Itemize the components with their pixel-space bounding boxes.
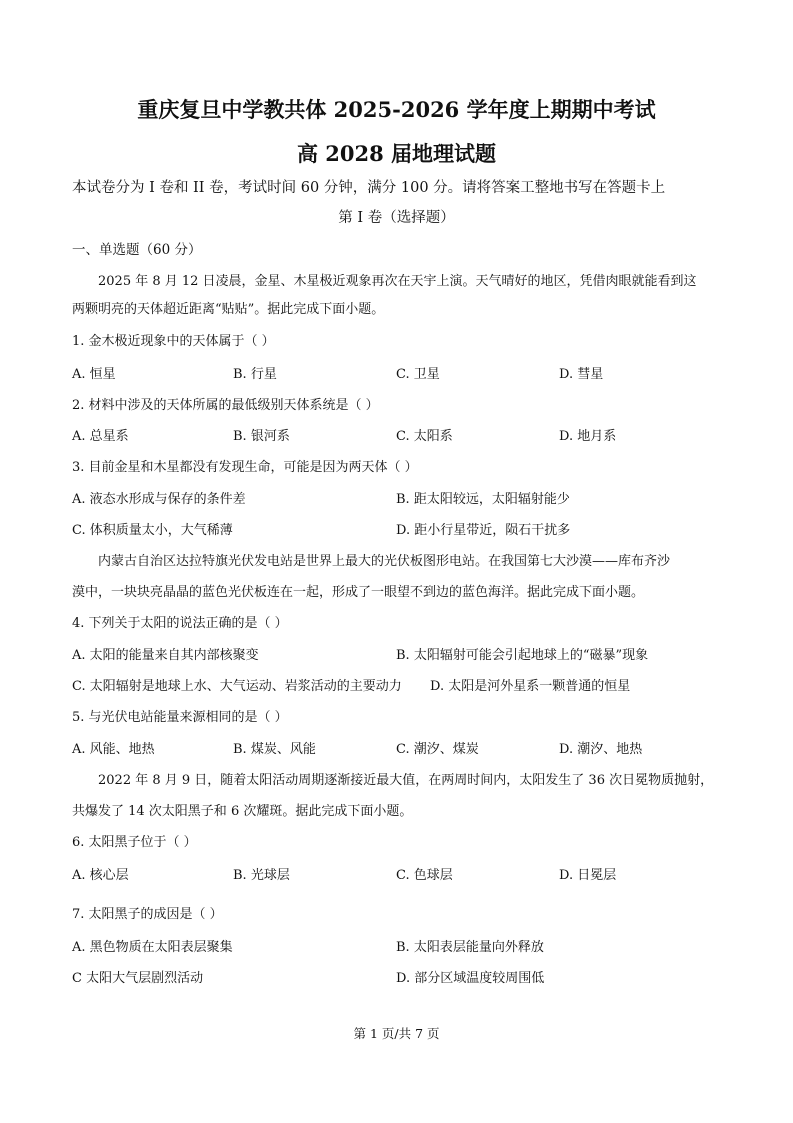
q7-option-b: B. 太阳表层能量向外释放: [396, 940, 544, 955]
question-7-options-row-1: [72, 939, 733, 957]
q1-option-c: C. 卫星: [396, 367, 440, 382]
passage-1-line-1: 2025 年 8 月 12 日凌晨，金星、木星极近观象再次在天宇上演。天气晴好的地区，凭借肉眼就能看到这: [98, 274, 697, 289]
q5-option-b: B. 煤炭、风能: [233, 742, 316, 757]
q3-option-d: D. 距小行星带近，陨石干扰多: [396, 523, 571, 538]
exam-title: 重庆复旦中学教共体 2025-2026 学年度上期期中考试: [137, 97, 656, 122]
passage-3-line-2: 共爆发了 14 次太阳黑子和 6 次耀斑。据此完成下面小题。: [72, 804, 413, 819]
question-4-stem: 4. 下列关于太阳的说法正确的是（ ）: [72, 616, 288, 631]
q2-option-d: D. 地月系: [559, 429, 617, 444]
q1-option-a: A. 恒星: [72, 367, 116, 382]
q6-option-d: D. 日冕层: [559, 868, 617, 883]
question-6-stem: 6. 太阳黑子位于（ ）: [72, 835, 197, 850]
question-2-stem: 2. 材料中涉及的天体所属的最低级别天体系统是（ ）: [72, 398, 379, 413]
q7-option-c: C 太阳大气层剧烈活动: [72, 971, 204, 986]
q4-option-a: A. 太阳的能量来自其内部核聚变: [72, 648, 259, 663]
exam-subtitle: 高 2028 届地理试题: [296, 141, 497, 166]
q5-option-d: D. 潮汐、地热: [559, 742, 643, 757]
q4-option-b: B. 太阳辐射可能会引起地球上的“磁暴”现象: [396, 648, 649, 663]
q3-option-b: B. 距太阳较远，太阳辐射能少: [396, 492, 570, 507]
volume-heading: 第 I 卷（选择题）: [338, 210, 455, 226]
question-3-options-row-1: [72, 491, 733, 509]
question-7-options-row-2: [72, 970, 733, 988]
q5-option-c: C. 潮汐、煤炭: [396, 742, 479, 757]
q1-option-b: B. 行星: [233, 367, 277, 382]
question-1-options: [72, 366, 733, 384]
q5-option-a: A. 风能、地热: [72, 742, 155, 757]
q4-option-c: C. 太阳辐射是地球上水、大气运动、岩浆活动的主要动力: [72, 679, 402, 694]
q6-option-c: C. 色球层: [396, 868, 453, 883]
question-5-stem: 5. 与光伏电站能量来源相同的是（ ）: [72, 710, 288, 725]
question-5-options: [72, 741, 733, 759]
passage-2-line-2: 漠中，一块块亮晶晶的蓝色光伏板连在一起，形成了一眼望不到边的蓝色海洋。据此完成下面小题。: [72, 585, 645, 600]
question-1-stem: 1. 金木极近现象中的天体属于（ ）: [72, 334, 275, 349]
q3-option-a: A. 液态水形成与保存的条件差: [72, 492, 246, 507]
q2-option-b: B. 银河系: [233, 429, 290, 444]
question-2-options: [72, 428, 733, 446]
section-heading: 一、单选题（60 分）: [72, 242, 202, 258]
q2-option-c: C. 太阳系: [396, 429, 453, 444]
question-7-stem: 7. 太阳黑子的成因是（ ）: [72, 907, 223, 922]
q1-option-d: D. 彗星: [559, 367, 604, 382]
question-3-stem: 3. 目前金星和木星都没有发现生命，可能是因为两天体（ ）: [72, 460, 418, 475]
question-4-options-row-1: [72, 647, 733, 665]
exam-instructions: 本试卷分为 I 卷和 II 卷，考试时间 60 分钟，满分 100 分。请将答案工整地书写在答题卡上: [72, 180, 666, 196]
q6-option-a: A. 核心层: [72, 868, 129, 883]
question-4-options-row-2: [72, 678, 733, 696]
passage-1-line-2: 两颗明亮的天体超近距离“贴贴”。据此完成下面小题。: [72, 302, 385, 317]
question-3-options-row-2: [72, 522, 733, 540]
q6-option-b: B. 光球层: [233, 868, 290, 883]
q4-option-d: D. 太阳是河外星系一颗普通的恒星: [430, 679, 631, 694]
q7-option-d: D. 部分区域温度较周围低: [396, 971, 545, 986]
q3-option-c: C. 体积质量太小，大气稀薄: [72, 523, 233, 538]
passage-2-line-1: 内蒙古自治区达拉特旗光伏发电站是世界上最大的光伏板图形电站。在我国第七大沙漠——库布齐沙: [98, 554, 671, 569]
question-6-options: [72, 867, 733, 885]
page-number: 第 1 页/共 7 页: [353, 1026, 440, 1041]
q2-option-a: A. 总星系: [72, 429, 129, 444]
passage-3-line-1: 2022 年 8 月 9 日，随着太阳活动周期逐渐接近最大值，在两周时间内，太阳发生了 36 次日冕物质抛射，: [98, 773, 714, 788]
q7-option-a: A. 黑色物质在太阳表层聚集: [72, 940, 233, 955]
